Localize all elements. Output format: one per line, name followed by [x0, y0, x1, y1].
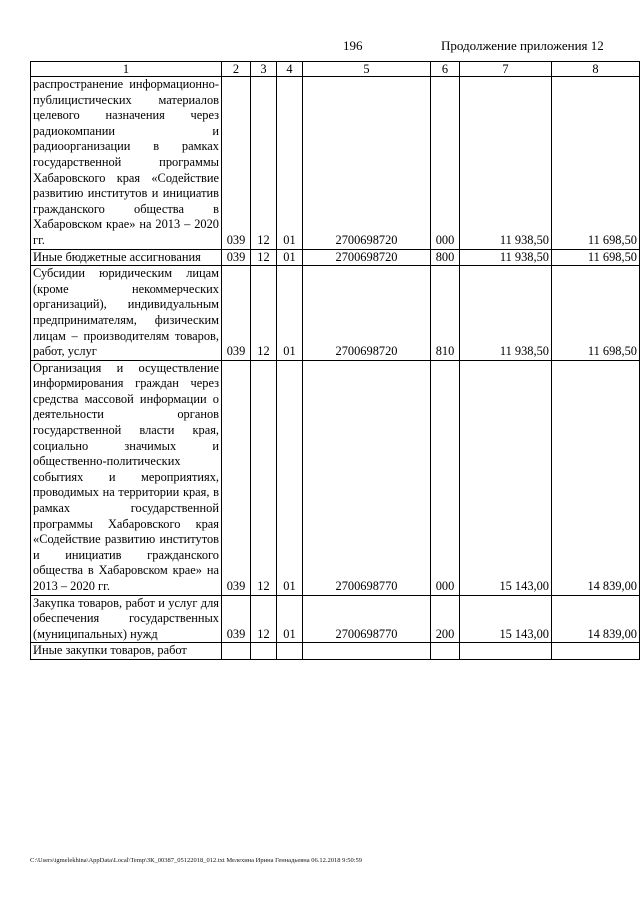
ministry-code-cell: 039	[222, 595, 251, 643]
column-header: 2	[222, 62, 251, 77]
table-header-row	[31, 62, 640, 77]
ministry-code-cell: 039	[222, 360, 251, 595]
column-header: 8	[552, 62, 640, 77]
table-row	[31, 77, 640, 250]
subsection-code-cell: 01	[277, 360, 303, 595]
column-header: 1	[31, 62, 222, 77]
amount-cell: 11 938,50	[460, 77, 552, 250]
amount-cell	[552, 643, 640, 660]
expense-type-cell: 800	[431, 249, 460, 266]
expense-type-cell: 200	[431, 595, 460, 643]
column-header: 6	[431, 62, 460, 77]
section-code-cell: 12	[251, 77, 277, 250]
target-article-cell: 2700698720	[303, 77, 431, 250]
document-footer-path: C:\Users\igmelekhina\AppData\Local\Temp\ЗК_00387_05122018_012.txt Мелехина Ирина Геннадьевна 06.12.2018 9:50:59	[30, 857, 363, 864]
section-code-cell	[251, 643, 277, 660]
section-code-cell: 12	[251, 266, 277, 361]
row-name-cell: Закупка товаров, работ и услуг для обеспечения государственных (муниципальных) нужд	[31, 595, 222, 643]
ministry-code-cell: 039	[222, 77, 251, 250]
page-number: 196	[343, 38, 363, 53]
table-row	[31, 360, 640, 595]
row-name-cell: Организация и осуществление информирования граждан через средства массовой информации о деятельности органов государственной власти края, социально значимых и общественно-политических событиях и мероприятиях, проводимых на территории края, в рамках государственной программы Хабаровского края «Содействие развитию институтов и инициатив гражданского общества в Хабаровском крае» на 2013 – 2020 гг.	[31, 360, 222, 595]
row-name-cell: Субсидии юридическим лицам (кроме некоммерческих организаций), индивидуальным предпринимателям, физическим лицам – производителям товаров, работ, услуг	[31, 266, 222, 361]
ministry-code-cell: 039	[222, 249, 251, 266]
column-header: 3	[251, 62, 277, 77]
table-row	[31, 595, 640, 643]
subsection-code-cell: 01	[277, 266, 303, 361]
amount-cell: 14 839,00	[552, 360, 640, 595]
expense-type-cell: 810	[431, 266, 460, 361]
amount-cell: 11 698,50	[552, 249, 640, 266]
subsection-code-cell: 01	[277, 595, 303, 643]
expense-type-cell	[431, 643, 460, 660]
ministry-code-cell	[222, 643, 251, 660]
amount-cell: 11 698,50	[552, 266, 640, 361]
subsection-code-cell: 01	[277, 249, 303, 266]
budget-table	[30, 61, 640, 660]
row-name-cell: Иные закупки товаров, работ	[31, 643, 222, 660]
table-row	[31, 249, 640, 266]
subsection-code-cell	[277, 643, 303, 660]
subsection-code-cell: 01	[277, 77, 303, 250]
target-article-cell	[303, 643, 431, 660]
column-header: 7	[460, 62, 552, 77]
amount-cell: 11 698,50	[552, 77, 640, 250]
row-name-cell: Иные бюджетные ассигнования	[31, 249, 222, 266]
table-row	[31, 643, 640, 660]
target-article-cell: 2700698720	[303, 249, 431, 266]
ministry-code-cell: 039	[222, 266, 251, 361]
amount-cell: 11 938,50	[460, 266, 552, 361]
amount-cell: 15 143,00	[460, 595, 552, 643]
column-header: 4	[277, 62, 303, 77]
expense-type-cell: 000	[431, 77, 460, 250]
amount-cell: 15 143,00	[460, 360, 552, 595]
amount-cell	[460, 643, 552, 660]
section-code-cell: 12	[251, 595, 277, 643]
target-article-cell: 2700698720	[303, 266, 431, 361]
section-code-cell: 12	[251, 360, 277, 595]
column-header: 5	[303, 62, 431, 77]
target-article-cell: 2700698770	[303, 595, 431, 643]
expense-type-cell: 000	[431, 360, 460, 595]
section-code-cell: 12	[251, 249, 277, 266]
appendix-continuation-label: Продолжение приложения 12	[441, 38, 604, 53]
table-row	[31, 266, 640, 361]
amount-cell: 11 938,50	[460, 249, 552, 266]
target-article-cell: 2700698770	[303, 360, 431, 595]
amount-cell: 14 839,00	[552, 595, 640, 643]
row-name-cell: распространение информационно-публицистических материалов целевого назначения через радиокомпании и радиоорганизации в рамках государственной программы Хабаровского края «Содействие развитию институтов и инициатив гражданского общества в Хабаровском крае» на 2013 – 2020 гг.	[31, 77, 222, 250]
